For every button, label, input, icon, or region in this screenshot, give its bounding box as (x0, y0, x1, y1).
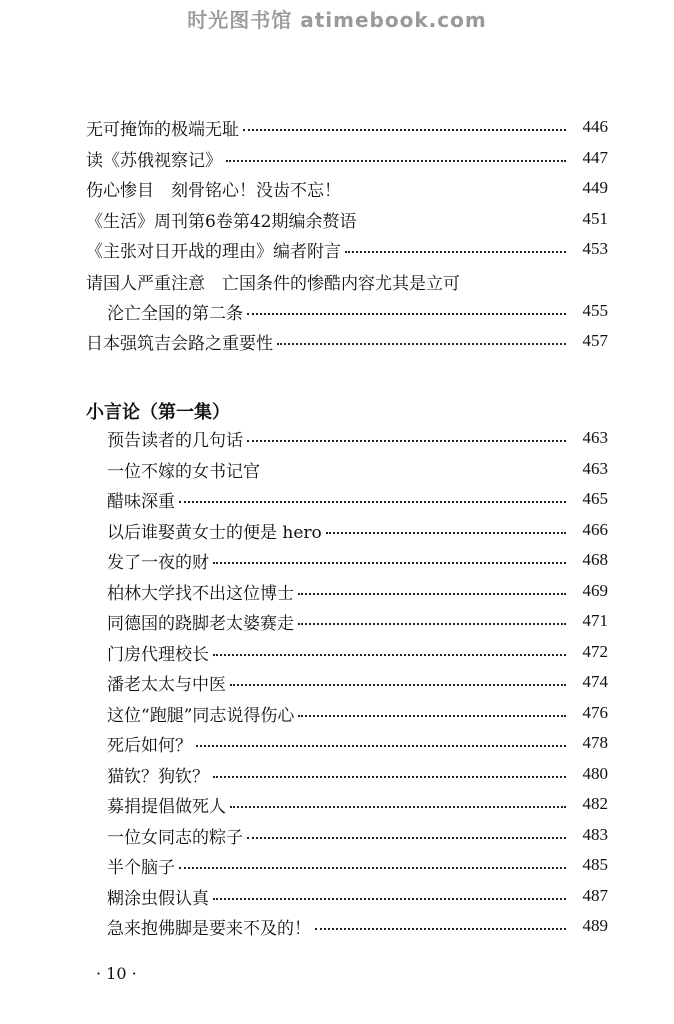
watermark: 时光图书馆 atimebook.com (187, 8, 487, 32)
toc-entry (107, 425, 608, 451)
toc-entry (107, 883, 608, 909)
toc-entry-title: 死后如何？ (107, 735, 192, 756)
dot-leader (345, 251, 566, 253)
toc-entry-page: 471 (582, 611, 608, 630)
toc-entry-page: 482 (582, 794, 608, 813)
dot-leader (213, 562, 566, 564)
toc-entry-title: 读《苏俄视察记》 (86, 150, 222, 171)
toc-entry-title: 这位“跑腿”同志说得伤心 (107, 705, 295, 726)
toc-entry-page: 453 (582, 239, 608, 258)
toc-entry (107, 608, 608, 634)
toc-entry-title: 募捐提倡做死人 (107, 796, 226, 817)
toc-entry (107, 298, 608, 324)
toc-entry (86, 175, 608, 201)
toc-entry (107, 547, 608, 573)
toc-entry (107, 456, 608, 482)
toc-entry (107, 669, 608, 695)
toc-entry-title: 《主张对日开战的理由》编者附言 (86, 241, 341, 262)
dot-leader (247, 313, 566, 315)
dot-leader (243, 129, 566, 131)
toc-entry-page: 478 (582, 733, 608, 752)
toc-entry (86, 236, 608, 262)
toc-entry-page: 483 (582, 825, 608, 844)
toc-entry (107, 639, 608, 665)
toc-entry-title: 预告读者的几句话 (107, 430, 243, 451)
dot-leader (213, 776, 566, 778)
toc-entry (107, 517, 608, 543)
toc-entry (107, 822, 608, 848)
dot-leader (326, 532, 566, 534)
toc-entry (107, 761, 608, 787)
toc-entry (107, 486, 608, 512)
dot-leader (247, 837, 566, 839)
dot-leader (315, 928, 566, 930)
dot-leader (277, 343, 566, 345)
dot-leader (179, 867, 566, 869)
toc-entry-title: 日本强筑吉会路之重要性 (86, 333, 273, 354)
toc-entry (86, 206, 608, 232)
toc-entry-page: 447 (582, 148, 608, 167)
toc-entry-page: 469 (582, 581, 608, 600)
toc-entry-title: 半个脑子 (107, 857, 175, 878)
toc-entry-page: 474 (582, 672, 608, 691)
toc-entry-page: 463 (582, 428, 608, 447)
toc-entry (107, 913, 608, 939)
toc-entry-page: 451 (582, 209, 608, 228)
toc-entry-page: 446 (582, 117, 608, 136)
toc-entry-title: 急来抱佛脚是要来不及的！ (107, 918, 311, 939)
toc-entry (86, 328, 608, 354)
toc-entry-page: 455 (582, 301, 608, 320)
section-title: 小言论（第一集） (86, 402, 230, 423)
toc-entry-title: 同德国的跷脚老太婆赛走 (107, 613, 294, 634)
toc-entry-title: 发了一夜的财 (107, 552, 209, 573)
toc-entry (107, 700, 608, 726)
toc-entry (107, 852, 608, 878)
dot-leader (298, 623, 566, 625)
toc-entry (107, 791, 608, 817)
toc-entry-page: 468 (582, 550, 608, 569)
toc-entry-page: 480 (582, 764, 608, 783)
dot-leader (226, 160, 566, 162)
toc-entry-page: 463 (582, 459, 608, 478)
dot-leader (230, 684, 566, 686)
toc-entry (107, 730, 608, 756)
toc-entry-page: 487 (582, 886, 608, 905)
toc-entry-title-line2: 沦亡全国的第二条 (107, 303, 243, 324)
dot-leader (230, 806, 566, 808)
toc-entry (86, 114, 608, 140)
toc-entry-title: 《生活》周刊第6卷第42期编余赘语 (86, 211, 357, 232)
dot-leader (298, 593, 566, 595)
toc-entry-title: 潘老太太与中医 (107, 674, 226, 695)
toc-entry (107, 578, 608, 604)
toc-entry-page: 489 (582, 916, 608, 935)
page-number: · 10 · (96, 964, 137, 983)
toc-entry-title: 无可掩饰的极端无耻 (86, 119, 239, 140)
dot-leader (179, 501, 566, 503)
toc-entry-page: 472 (582, 642, 608, 661)
dot-leader (213, 654, 566, 656)
toc-entry-page: 476 (582, 703, 608, 722)
toc-entry-title: 伤心惨目 刻骨铭心！没齿不忘！ (86, 180, 341, 201)
toc-entry (86, 145, 608, 171)
toc-entry-title: 柏林大学找不出这位博士 (107, 583, 294, 604)
dot-leader (298, 715, 566, 717)
toc-entry-title: 以后谁娶黄女士的便是 hero (107, 522, 322, 543)
dot-leader (213, 898, 566, 900)
toc-entry-title: 门房代理校长 (107, 644, 209, 665)
toc-entry-page: 449 (582, 178, 608, 197)
toc-entry-title-line1: 请国人严重注意 亡国条件的惨酷内容尤其是立可 (86, 273, 460, 294)
toc-entry-title: 一位女同志的粽子 (107, 827, 243, 848)
toc-entry-page: 457 (582, 331, 608, 350)
toc-entry-title: 猫钦？狗钦？ (107, 766, 209, 787)
toc-entry-title: 醋味深重 (107, 491, 175, 512)
toc-entry-page: 466 (582, 520, 608, 539)
dot-leader (196, 745, 566, 747)
toc-entry-page: 485 (582, 855, 608, 874)
toc-entry-title: 糊涂虫假认真 (107, 888, 209, 909)
dot-leader (247, 440, 566, 442)
toc-entry-title: 一位不嫁的女书记官 (107, 461, 260, 482)
toc-entry-page: 465 (582, 489, 608, 508)
